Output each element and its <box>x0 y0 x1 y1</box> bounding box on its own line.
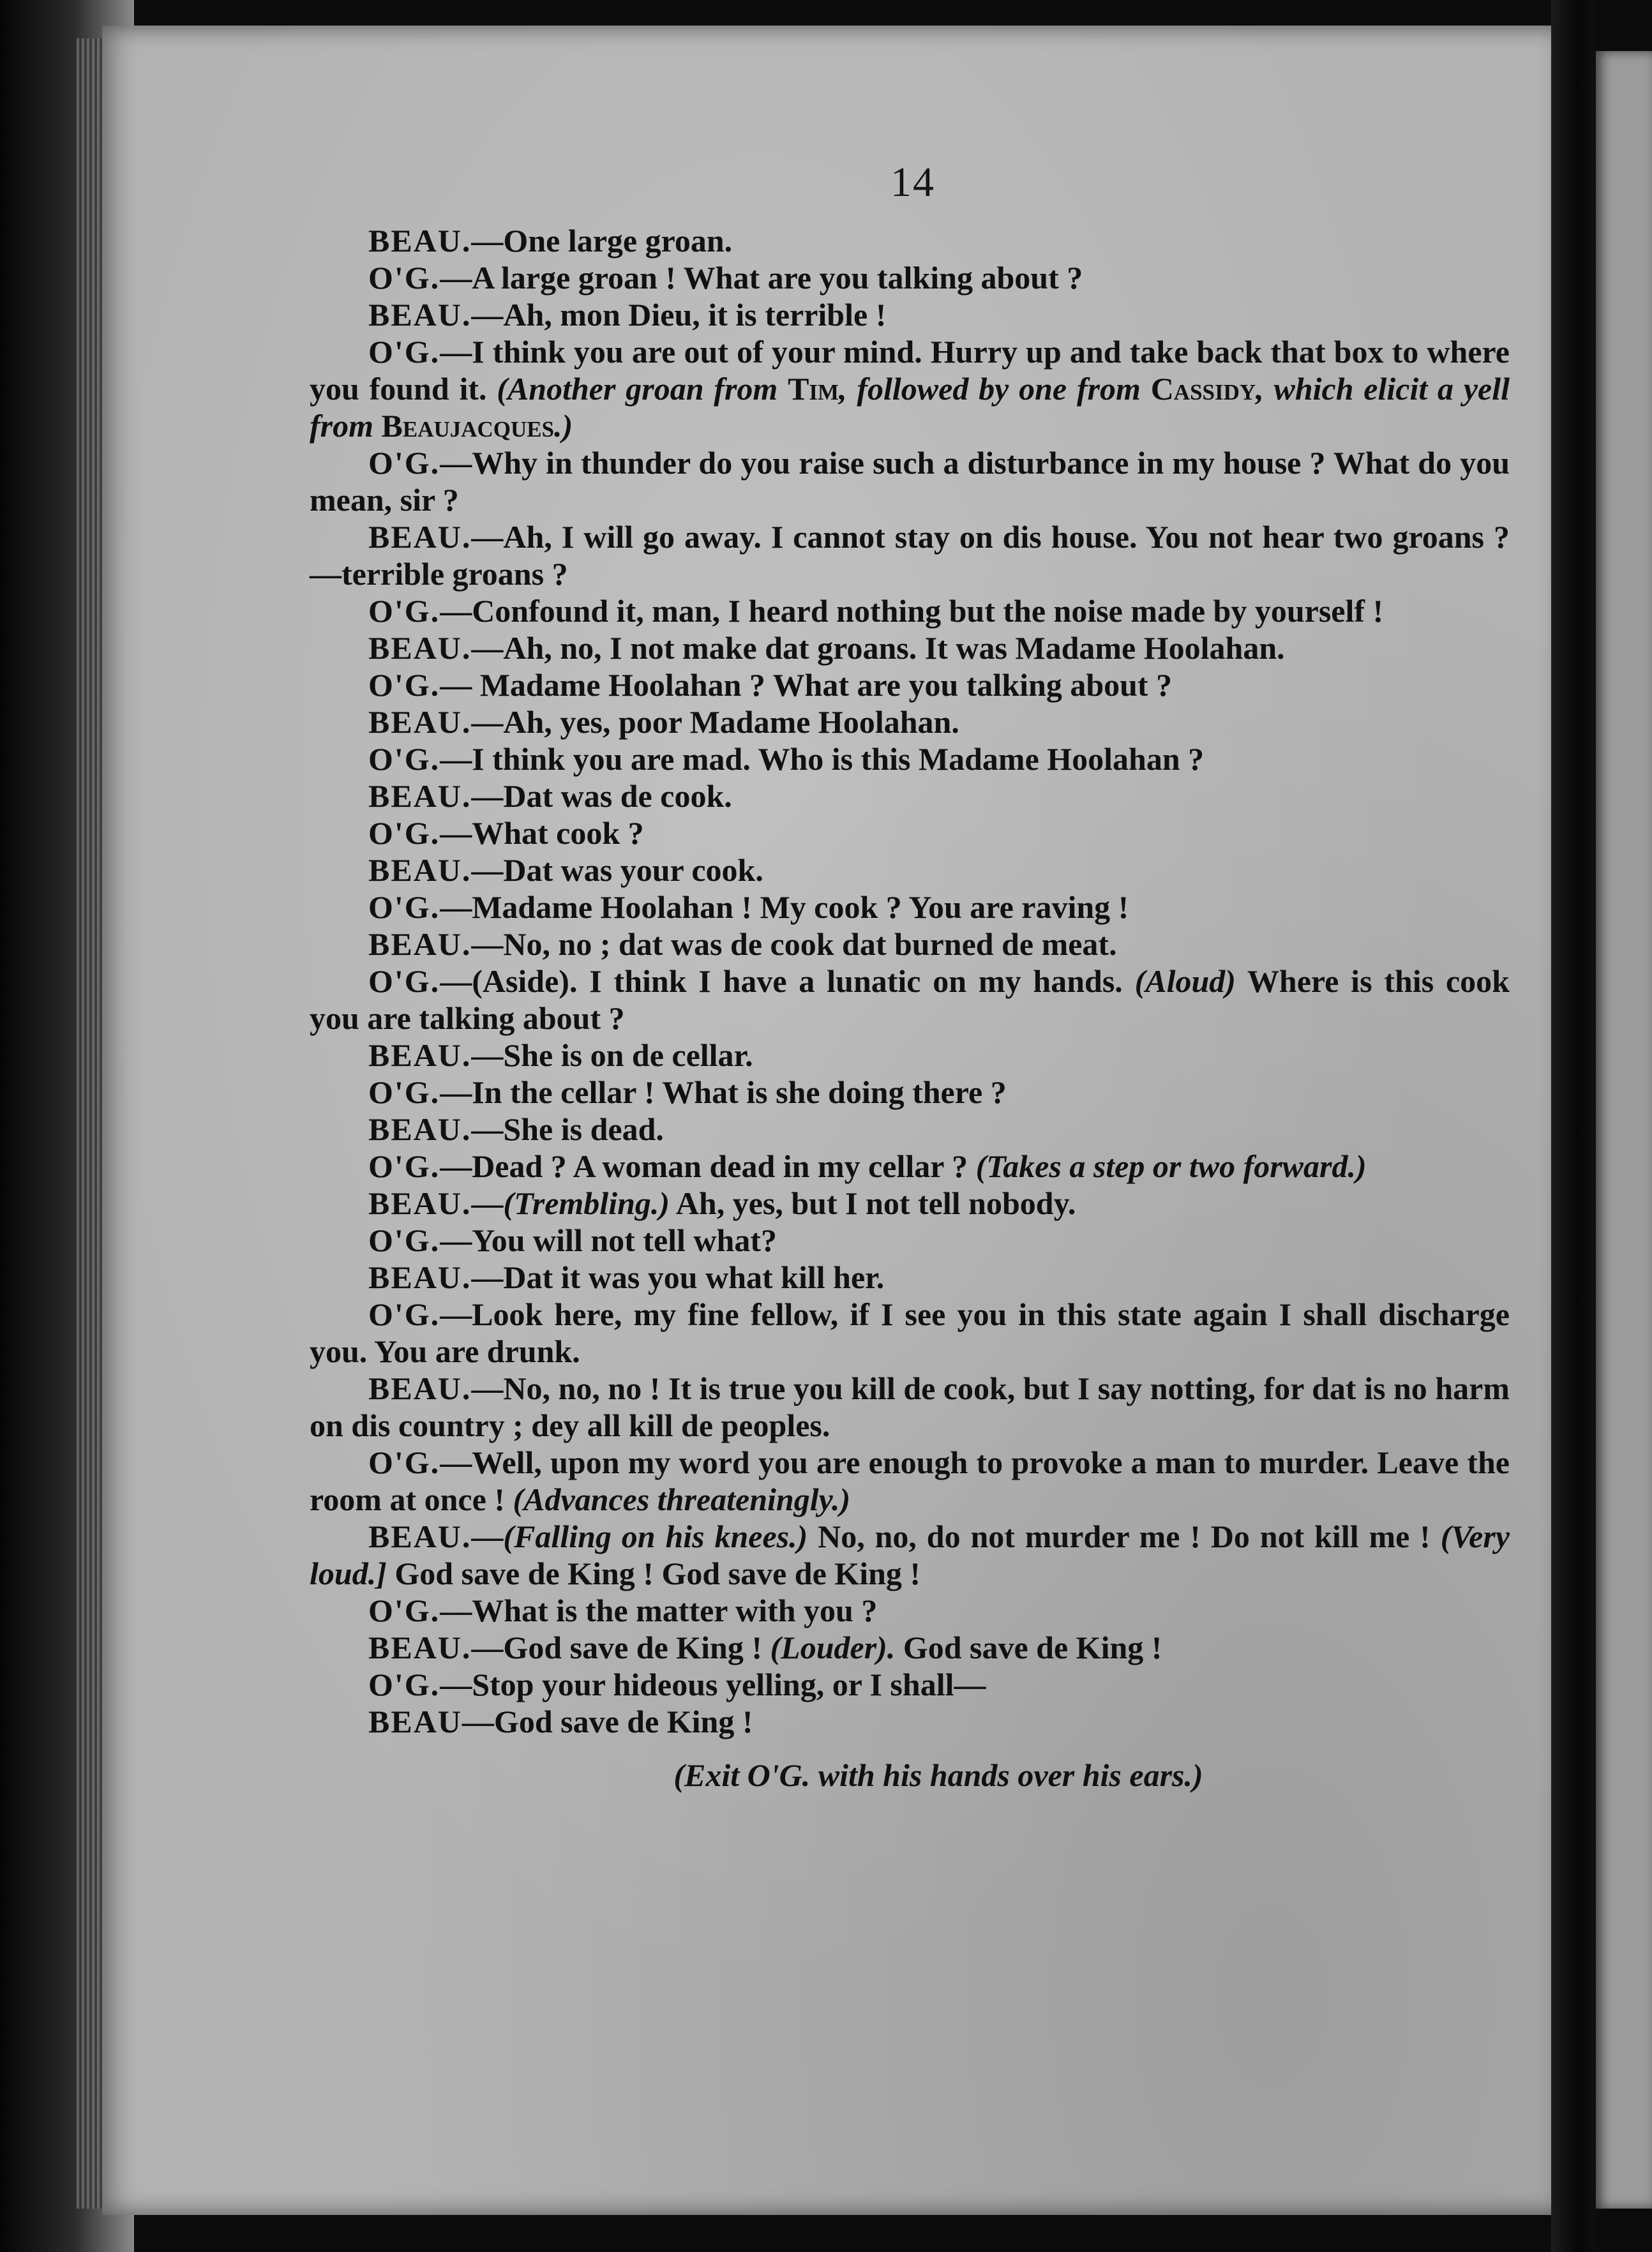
dialogue-text: —A large groan ! What are you talking about ? <box>440 260 1083 296</box>
dialogue-line <box>310 1259 1510 1296</box>
character-name: Beaujacques <box>381 408 555 444</box>
dialogue-text: Where is this cook you are talking about ? <box>310 963 1510 1036</box>
dialogue-text: — <box>471 1185 504 1221</box>
speaker-name: O'G. <box>368 889 440 925</box>
dialogue-text: —What is the matter with you ? <box>440 1593 878 1628</box>
dialogue-text: —She is on de cellar. <box>471 1037 753 1073</box>
dialogue-text: —You will not tell what? <box>440 1222 777 1258</box>
dialogue-text: —(Aside). I think I have a lunatic on my hands. <box>440 963 1123 999</box>
dialogue-line <box>310 333 1510 444</box>
dialogue-text: —Why in thunder do you raise such a disturbance in my house ? What do you mean, sir ? <box>310 445 1510 518</box>
page-number: 14 <box>890 159 935 206</box>
dialogue-text: —One large groan. <box>471 223 733 259</box>
dialogue-text: — Madame Hoolahan ? What are you talking about ? <box>440 667 1173 703</box>
speaker-name: BEAU. <box>368 1519 472 1554</box>
speaker-name: O'G. <box>368 1445 440 1480</box>
dialogue-text: —In the cellar ! What is she doing there ? <box>440 1074 1007 1110</box>
dialogue-text: —Well, upon my word you are enough to provoke a man to murder. Leave the room at once ! <box>310 1445 1510 1517</box>
speaker-name: BEAU. <box>368 852 472 888</box>
speaker-name: O'G. <box>368 260 440 296</box>
stage-direction: (Another groan from <box>497 371 788 407</box>
dialogue-line <box>310 703 1510 740</box>
dialogue-line <box>310 259 1510 296</box>
speaker-name: O'G. <box>368 334 440 370</box>
speaker-name: BEAU. <box>368 1630 472 1665</box>
speaker-name: O'G. <box>368 963 440 999</box>
dialogue-text: Ah, yes, but I not tell nobody. <box>670 1185 1076 1221</box>
dialogue-line <box>310 1148 1510 1185</box>
dialogue-text: —Ah, yes, poor Madame Hoolahan. <box>471 704 959 740</box>
dialogue-line <box>310 666 1510 703</box>
final-stage-direction: (Exit O'G. with his hands over his ears.) <box>673 1757 1203 1793</box>
stage-direction: (Aloud) <box>1134 963 1236 999</box>
dialogue-line <box>310 1518 1510 1592</box>
stage-direction: , followed by one from <box>839 371 1151 407</box>
play-text <box>310 222 1510 1826</box>
speaker-name: O'G. <box>368 815 440 851</box>
speaker-name: O'G. <box>368 1667 440 1702</box>
stage-direction: (Takes a step or two forward.) <box>975 1148 1367 1184</box>
dialogue-text: God save de King ! God save de King ! <box>386 1556 921 1591</box>
facing-page-edge <box>1596 51 1652 2209</box>
dialogue-text: —Madame Hoolahan ! My cook ? You are raving ! <box>440 889 1129 925</box>
dialogue-text: —No, no ; dat was de cook dat burned de meat. <box>471 926 1117 962</box>
speaker-name: O'G. <box>368 445 440 481</box>
dialogue-line <box>310 1592 1510 1629</box>
speaker-name: O'G. <box>368 1148 440 1184</box>
stage-direction: (Trembling.) <box>503 1185 670 1221</box>
dialogue-text: —Look here, my fine fellow, if I see you in this state again I shall discharge you. You are drunk. <box>310 1296 1510 1369</box>
dialogue-line <box>310 777 1510 814</box>
speaker-name: O'G. <box>368 1593 440 1628</box>
stage-direction: .) <box>554 408 573 444</box>
speaker-name: BEAU <box>368 1704 462 1739</box>
speaker-name: BEAU. <box>368 704 472 740</box>
speaker-name: BEAU. <box>368 519 472 555</box>
dialogue-line <box>310 518 1510 592</box>
dialogue-text: —I think you are out of your mind. Hurry up and take back that box to where you found it. <box>310 334 1510 407</box>
speaker-name: BEAU. <box>368 926 472 962</box>
dialogue-line <box>310 1222 1510 1259</box>
speaker-name: BEAU. <box>368 1037 472 1073</box>
dialogue-line <box>310 1185 1510 1222</box>
dialogue-text: —What cook ? <box>440 815 644 851</box>
dialogue-text: —Dat was your cook. <box>471 852 763 888</box>
dialogue-text: —Stop your hideous yelling, or I shall— <box>440 1667 986 1702</box>
dialogue-text: —Ah, I will go away. I cannot stay on dis house. You not hear two groans ?—terrible groans ? <box>310 519 1510 592</box>
dialogue-text: —No, no, no ! It is true you kill de cook, but I say notting, for dat is no harm on dis country ; dey all kill de peoples. <box>310 1370 1510 1443</box>
speaker-name: BEAU. <box>368 1370 472 1406</box>
dialogue-line <box>310 889 1510 926</box>
dialogue-line <box>310 1370 1510 1444</box>
speaker-name: O'G. <box>368 1074 440 1110</box>
stage-direction: (Louder). <box>770 1630 896 1665</box>
dialogue-text: —Ah, no, I not make dat groans. It was Madame Hoolahan. <box>471 630 1285 666</box>
dialogue-line <box>310 1296 1510 1370</box>
speaker-name: BEAU. <box>368 778 472 814</box>
dialogue-line <box>310 1703 1510 1740</box>
dialogue-text: —Dat it was you what kill her. <box>471 1259 885 1295</box>
stage-direction: (Very loud.] <box>310 1519 1510 1591</box>
dialogue-line <box>310 1666 1510 1703</box>
speaker-name: O'G. <box>368 1296 440 1332</box>
speaker-name: O'G. <box>368 741 440 777</box>
dialogue-text: —God save de King ! <box>462 1704 753 1739</box>
dialogue-line <box>310 852 1510 889</box>
speaker-name: BEAU. <box>368 297 472 333</box>
dialogue-line <box>310 740 1510 777</box>
dialogue-text: —Ah, mon Dieu, it is terrible ! <box>471 297 887 333</box>
dialogue-line <box>310 296 1510 333</box>
dialogue-line <box>310 629 1510 666</box>
speaker-name: BEAU. <box>368 1259 472 1295</box>
dialogue-line <box>310 1111 1510 1148</box>
stage-direction: (Falling on his knees.) <box>503 1519 808 1554</box>
speaker-name: O'G. <box>368 1222 440 1258</box>
speaker-name: BEAU. <box>368 1111 472 1147</box>
speaker-name: O'G. <box>368 667 440 703</box>
dialogue-line <box>310 926 1510 963</box>
speaker-name: O'G. <box>368 593 440 629</box>
dialogue-line <box>310 963 1510 1037</box>
dialogue-line <box>310 1074 1510 1111</box>
page-edges <box>77 38 102 2209</box>
stage-direction: , which elicit a yell from <box>310 371 1510 444</box>
dialogue-text: No, no, do not murder me ! Do not kill me ! <box>807 1519 1430 1554</box>
dialogue-line <box>310 592 1510 629</box>
dialogue-text: —She is dead. <box>471 1111 664 1147</box>
dialogue-text: —God save de King ! <box>471 1630 763 1665</box>
dialogue-line <box>310 1037 1510 1074</box>
speaker-name: BEAU. <box>368 630 472 666</box>
dialogue-line <box>310 222 1510 259</box>
character-name: Cassidy <box>1150 371 1256 407</box>
dialogue-text: —I think you are mad. Who is this Madame Hoolahan ? <box>440 741 1205 777</box>
dialogue-line <box>310 814 1510 852</box>
speaker-name: BEAU. <box>368 223 472 259</box>
dialogue-text: —Dat was de cook. <box>471 778 732 814</box>
dialogue-line <box>310 444 1510 518</box>
character-name: Tim <box>788 371 839 407</box>
dialogue-line <box>310 1629 1510 1666</box>
dialogue-line <box>310 1444 1510 1518</box>
book-gutter <box>1551 0 1596 2252</box>
dialogue-text: God save de King ! <box>895 1630 1162 1665</box>
dialogue-text: — <box>471 1519 504 1554</box>
dialogue-text: —Confound it, man, I heard nothing but the noise made by yourself ! <box>440 593 1384 629</box>
dialogue-text: —Dead ? A woman dead in my cellar ? <box>440 1148 968 1184</box>
speaker-name: BEAU. <box>368 1185 472 1221</box>
stage-direction: (Advances threateningly.) <box>513 1482 851 1517</box>
